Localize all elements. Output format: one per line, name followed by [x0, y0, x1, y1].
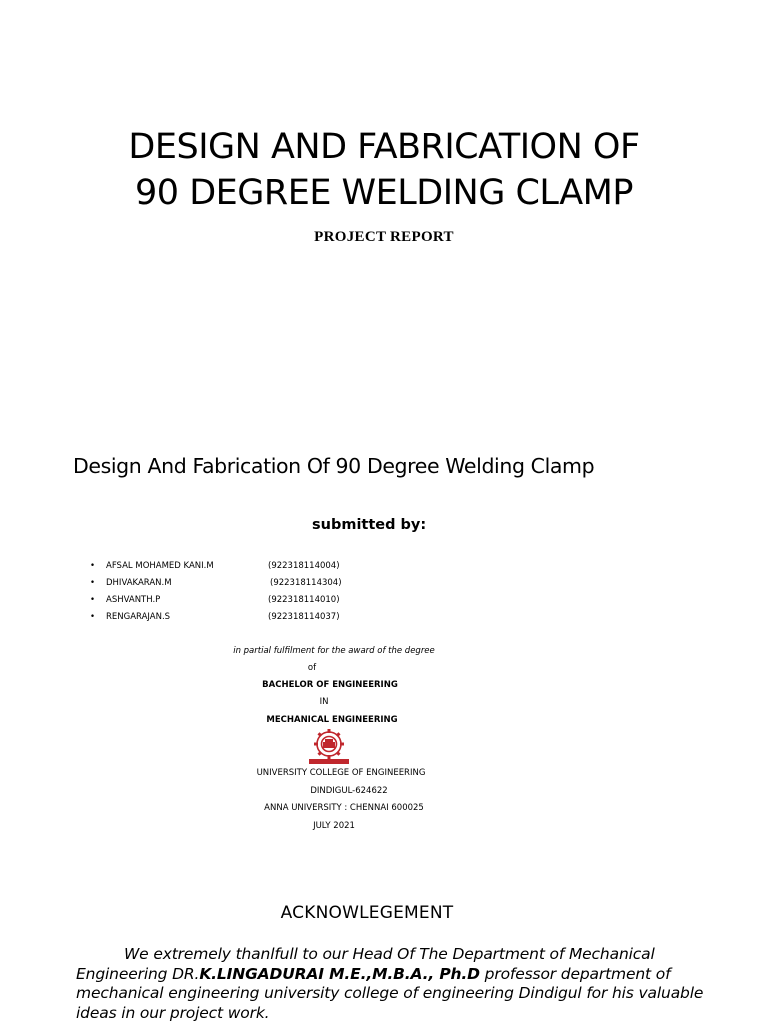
hod-name: K.LINGADURAI M.E.,M.B.A., Ph.D [199, 964, 480, 983]
acknowledgement-heading: ACKNOWLEGEMENT [280, 903, 454, 923]
main-title [0, 124, 768, 216]
acknowledgement-text-part-1: We extremely thanlfull to our Head Of The Department of Mechanical Engineering DR. [76, 945, 655, 983]
submitted-by-label: submitted by: [312, 517, 427, 533]
project-report-label: PROJECT REPORT [314, 229, 454, 245]
bullet-icon: • [90, 612, 96, 622]
degree-name: BACHELOR OF ENGINEERING [262, 680, 398, 690]
student-name: AFSAL MOHAMED KANI.M [106, 561, 214, 571]
college-location: DINDIGUL-624622 [310, 786, 388, 796]
student-roll-number: (922318114004) [268, 561, 340, 571]
university-logo [306, 727, 352, 765]
student-name: RENGARAJAN.S [106, 612, 171, 622]
acknowledgement-paragraph [76, 945, 716, 1023]
report-date: JULY 2021 [313, 821, 355, 831]
fulfilment-text: in partial fulfilment for the award of the degree [233, 646, 435, 656]
student-roll-number: (922318114304) [270, 578, 342, 588]
bullet-icon: • [90, 595, 96, 605]
report-title: Design And Fabrication Of 90 Degree Welding Clamp [73, 454, 595, 478]
student-roll-number: (922318114010) [268, 595, 340, 605]
university-name: ANNA UNIVERSITY : CHENNAI 600025 [264, 803, 424, 813]
acknowledgement-text-part-2: professor department of mechanical engineering university college of engineering Dindigul for his valuable ideas in our project work. [76, 964, 704, 1022]
bullet-icon: • [90, 561, 96, 571]
bullet-icon: • [90, 578, 96, 588]
main-title-line-1: DESIGN AND FABRICATION OF [128, 127, 640, 167]
student-name: ASHVANTH.P [106, 595, 161, 605]
college-name: UNIVERSITY COLLEGE OF ENGINEERING [256, 768, 426, 778]
main-title-line-2: 90 DEGREE WELDING CLAMP [135, 173, 633, 213]
of-text: of [307, 663, 317, 673]
student-roll-number: (922318114037) [268, 612, 340, 622]
student-name: DHIVAKARAN.M [106, 578, 172, 588]
in-text: IN [319, 697, 329, 707]
branch-name: MECHANICAL ENGINEERING [266, 715, 398, 725]
